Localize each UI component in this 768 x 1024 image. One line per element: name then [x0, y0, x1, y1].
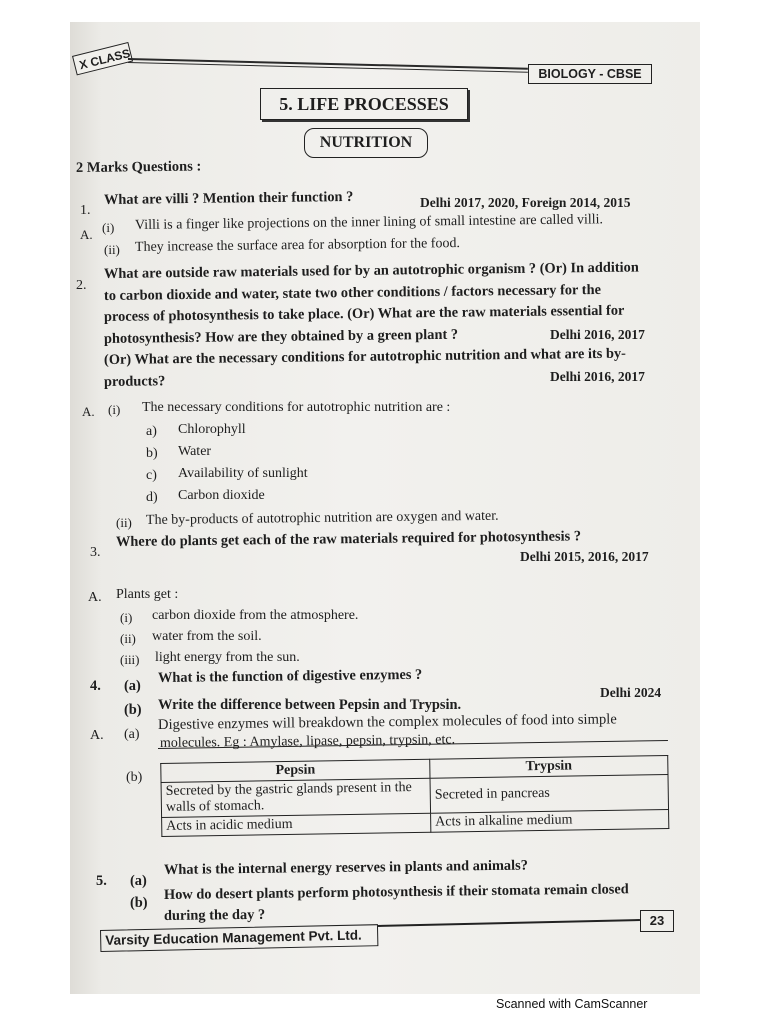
answer-part-label: (b) [126, 770, 143, 785]
table-header: Pepsin [161, 759, 430, 782]
table-header: Trypsin [430, 755, 668, 778]
answer-label: A. [80, 227, 93, 242]
answer-item-label: (ii) [120, 631, 136, 646]
answer-item-text: water from the soil. [152, 629, 262, 644]
question-text: photosynthesis? How are they obtained by a green plant ? [103, 326, 459, 347]
condition-text: Chlorophyll [178, 422, 246, 437]
answer-item-text: The by-products of autotrophic nutrition are oxygen and water. [145, 508, 499, 528]
question-text: process of photosynthesis to take place. (Or) What are the raw materials essential for [103, 302, 625, 325]
question-reference: Delhi 2016, 2017 [550, 327, 645, 342]
answer-item-text: Villi is a finger like projections on the inner lining of small intestine are called villi. [134, 212, 604, 233]
chapter-title: 5. LIFE PROCESSES [260, 88, 468, 120]
table-cell: Secreted by the gastric glands present in the walls of stomach. [161, 778, 431, 817]
publisher-name: Varsity Education Management Pvt. Ltd. [100, 924, 378, 952]
question-part-label: (a) [124, 678, 141, 694]
answer-item-label: (iii) [120, 652, 140, 667]
scanned-page [70, 22, 700, 994]
question-reference: Delhi 2015, 2016, 2017 [520, 549, 649, 564]
answer-label: A. [90, 728, 104, 743]
answer-item-label: (ii) [116, 515, 132, 530]
section-title: NUTRITION [304, 128, 428, 158]
question-part-label: (a) [130, 873, 147, 889]
question-text: Write the difference between Pepsin and Trypsin. [158, 697, 462, 713]
scanner-watermark: Scanned with CamScanner [496, 997, 648, 1011]
table-cell: Acts in acidic medium [162, 813, 431, 836]
condition-text: Availability of sunlight [178, 466, 308, 481]
marks-heading: 2 Marks Questions : [75, 158, 202, 176]
question-number: 3. [90, 545, 101, 560]
question-number: 1. [80, 203, 91, 218]
answer-text: molecules. Eg : Amylase, lipase, pepsin, trypsin, etc. [159, 732, 456, 751]
answer-item-text: light energy from the sun. [155, 650, 300, 665]
condition-label: c) [146, 468, 157, 483]
question-number: 2. [76, 278, 87, 293]
answer-part-label: (a) [124, 727, 140, 742]
answer-item-label: (i) [102, 220, 115, 235]
condition-label: a) [146, 424, 157, 439]
question-reference: Delhi 2017, 2020, Foreign 2014, 2015 [420, 195, 631, 210]
answer-label: A. [82, 404, 95, 419]
answer-item-text: carbon dioxide from the atmosphere. [152, 608, 359, 623]
question-text: Where do plants get each of the raw materials required for photosynthesis ? [115, 528, 582, 550]
answer-item-label: (ii) [104, 242, 120, 257]
question-text: (Or) What are the necessary conditions for autotrophic nutrition and what are its by- [103, 345, 626, 368]
answer-item-label: (i) [120, 610, 133, 625]
condition-label: d) [146, 490, 158, 505]
question-text: What are villi ? Mention their function ? [103, 188, 354, 208]
question-number: 4. [90, 678, 101, 694]
answer-item-text: They increase the surface area for absorption for the food. [134, 236, 461, 255]
answer-label: A. [88, 590, 102, 605]
question-text: during the day ? [163, 906, 266, 924]
question-number: 5. [96, 873, 107, 889]
class-tag: X CLASS [72, 42, 133, 75]
question-reference: Delhi 2024 [600, 685, 662, 700]
subject-badge: BIOLOGY - CBSE [528, 64, 652, 84]
condition-label: b) [146, 446, 158, 461]
table-cell: Secreted in pancreas [430, 774, 669, 813]
answer-text: Digestive enzymes will breakdown the complex molecules of food into simple [157, 711, 617, 733]
condition-text: Carbon dioxide [178, 488, 265, 503]
question-text: What are outside raw materials used for by an autotrophic organism ? (Or) In addition [103, 259, 639, 282]
question-part-label: (b) [124, 702, 142, 718]
answer-item-label: (i) [108, 402, 121, 417]
footer-rule [378, 919, 640, 926]
comparison-table [158, 740, 669, 843]
question-text: to carbon dioxide and water, state two other conditions / factors necessary for the [103, 281, 602, 304]
table-cell: Acts in alkaline medium [431, 809, 669, 832]
question-text: How do desert plants perform photosynthesis if their stomata remain closed [163, 881, 629, 903]
question-text: products? [103, 373, 166, 390]
answer-item-text: The necessary conditions for autotrophic nutrition are : [142, 400, 451, 415]
question-text: What is the function of digestive enzymes ? [157, 666, 423, 686]
question-part-label: (b) [130, 895, 148, 911]
page-number: 23 [640, 910, 674, 932]
question-reference: Delhi 2016, 2017 [550, 369, 645, 384]
answer-intro: Plants get : [116, 587, 179, 602]
question-text: What is the internal energy reserves in plants and animals? [163, 857, 528, 878]
condition-text: Water [178, 444, 212, 459]
